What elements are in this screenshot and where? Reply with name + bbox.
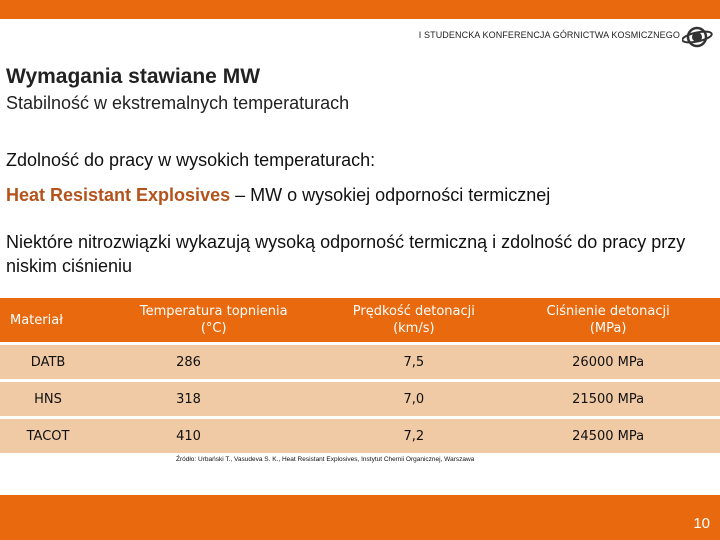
slide-subtitle: Stabilność w ekstremalnych temperaturach [6, 93, 350, 113]
cell-melting-temperature: 286 [96, 344, 331, 381]
header-detonation-pressure [496, 298, 720, 344]
paragraph-high-temperature: Zdolność do pracy w wysokich temperaturach: [6, 150, 376, 170]
explosives-table [0, 298, 720, 453]
table-row [0, 344, 720, 381]
cell-detonation-pressure: 26000 MPa [496, 344, 720, 381]
cell-material: TACOT [0, 418, 96, 454]
header-detonation-velocity [331, 298, 496, 344]
cell-detonation-pressure: 21500 MPa [496, 381, 720, 418]
slide-title: Wymagania stawiane MW [6, 65, 261, 88]
conference-name: I STUDENCKA KONFERENCJA GÓRNICTWA KOSMICZNEGO [418, 30, 680, 40]
header-label: Ciśnienie detonacji [546, 304, 670, 319]
header-label: Materiał [10, 312, 63, 328]
heat-resistant-highlight: Heat Resistant Explosives [6, 185, 231, 205]
source-citation: Źródło: Urbański T., Vasudeva S. K., Heat Resistant Explosives, Instytut Chemii Organicznej, Warszawa [176, 456, 475, 463]
table-row [0, 381, 720, 418]
cell-detonation-velocity: 7,0 [331, 381, 496, 418]
table-header-row [0, 298, 720, 344]
cell-detonation-pressure: 24500 MPa [496, 418, 720, 454]
header-label: Prędkość detonacji [352, 304, 475, 319]
paragraph-heat-resistant [6, 185, 550, 206]
heat-resistant-description: – MW o wysokiej odporności termicznej [230, 185, 551, 205]
cell-detonation-velocity: 7,5 [331, 344, 496, 381]
cell-melting-temperature: 410 [96, 418, 331, 454]
header-unit: (°C) [200, 321, 227, 336]
cell-material: DATB [0, 344, 96, 381]
header-melting-temperature [96, 298, 331, 344]
page-number: 10 [693, 515, 710, 532]
header-material [0, 298, 96, 344]
cell-material: HNS [0, 381, 96, 418]
planet-icon [682, 24, 714, 50]
header-unit: (MPa) [589, 321, 627, 336]
header-unit: (km/s) [393, 321, 435, 336]
bottom-accent-bar [0, 495, 720, 540]
cell-melting-temperature: 318 [96, 381, 331, 418]
top-accent-bar [0, 0, 720, 19]
paragraph-nitro-compounds: Niektóre nitrozwiązki wykazują wysoką odporność termiczną i zdolność do pracy przy niskim ciśnieniu [6, 232, 686, 276]
header-label: Temperatura topnienia [139, 304, 288, 319]
table-row [0, 418, 720, 454]
cell-detonation-velocity: 7,2 [331, 418, 496, 454]
